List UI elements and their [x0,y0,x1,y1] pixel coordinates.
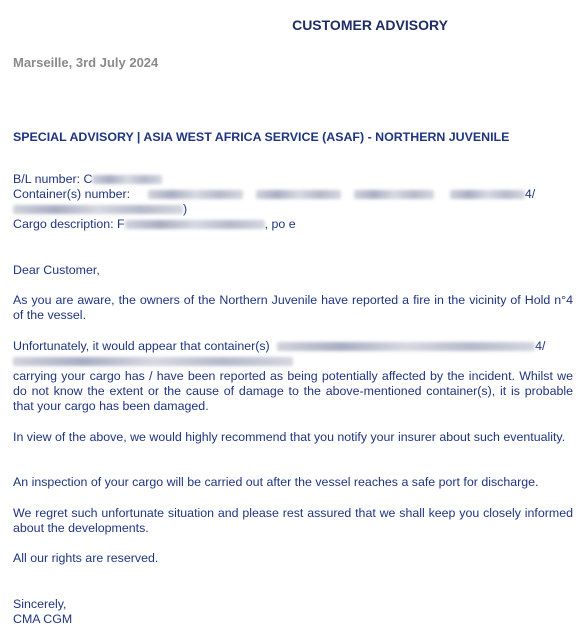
paragraph-2-tail: 4/ [535,339,546,353]
redacted-cargo-description [125,220,265,229]
containers-label: Container(s) number: [13,187,131,201]
bl-number-line [13,172,162,187]
paragraph-6: All our rights are reserved. [13,551,159,565]
paragraph-2-start: Unfortunately, it would appear that container(s) [13,339,270,353]
paragraph-2-line-1 [13,339,573,354]
paragraph-4: An inspection of your cargo will be carried out after the vessel reaches a safe port for discharge. [13,475,539,489]
bl-number-label: B/L number: C [13,172,93,186]
redacted-container-4 [450,190,525,199]
cargo-line [13,217,296,232]
redacted-affected-containers-2 [13,357,293,366]
paragraph-5: We regret such unfortunate situation and please rest assured that we shall keep you closely informed about the developments. [13,506,573,535]
containers-line-2 [13,202,187,217]
redacted-container-2 [256,190,341,199]
paragraph-1: As you are aware, the owners of the Northern Juvenile have reported a fire in the vicinity of Hold n°4 of the vessel. [13,293,573,322]
closing: Sincerely, [13,597,67,611]
redacted-container-5 [13,205,183,214]
paragraph-2: carrying your cargo has / have been reported as being potentially affected by the incident. Whilst we do not know the extent or the cause of damage to the above-mentioned container(s), it is probable that your cargo has been damaged. [13,369,573,413]
advisory-title: CUSTOMER ADVISORY [292,17,448,33]
containers-line [13,187,573,202]
containers-end: ) [183,202,188,216]
salutation: Dear Customer, [13,263,100,277]
signature: CMA CGM [13,612,73,626]
advisory-subject: SPECIAL ADVISORY | ASIA WEST AFRICA SERVICE (ASAF) - NORTHERN JUVENILE [13,130,510,144]
containers-tail: 4/ [524,187,536,201]
paragraph-2-line-2 [13,354,293,369]
cargo-tail: , po e [264,217,296,231]
paragraph-3: In view of the above, we would highly recommend that you notify your insurer about such eventuality. [13,430,566,444]
redacted-bl-number [92,175,162,184]
redacted-container-3 [354,190,434,199]
cargo-label: Cargo description: F [13,217,125,231]
redacted-affected-containers [277,342,535,351]
redacted-container-1 [148,190,243,199]
place-date: Marseille, 3rd July 2024 [13,55,159,70]
